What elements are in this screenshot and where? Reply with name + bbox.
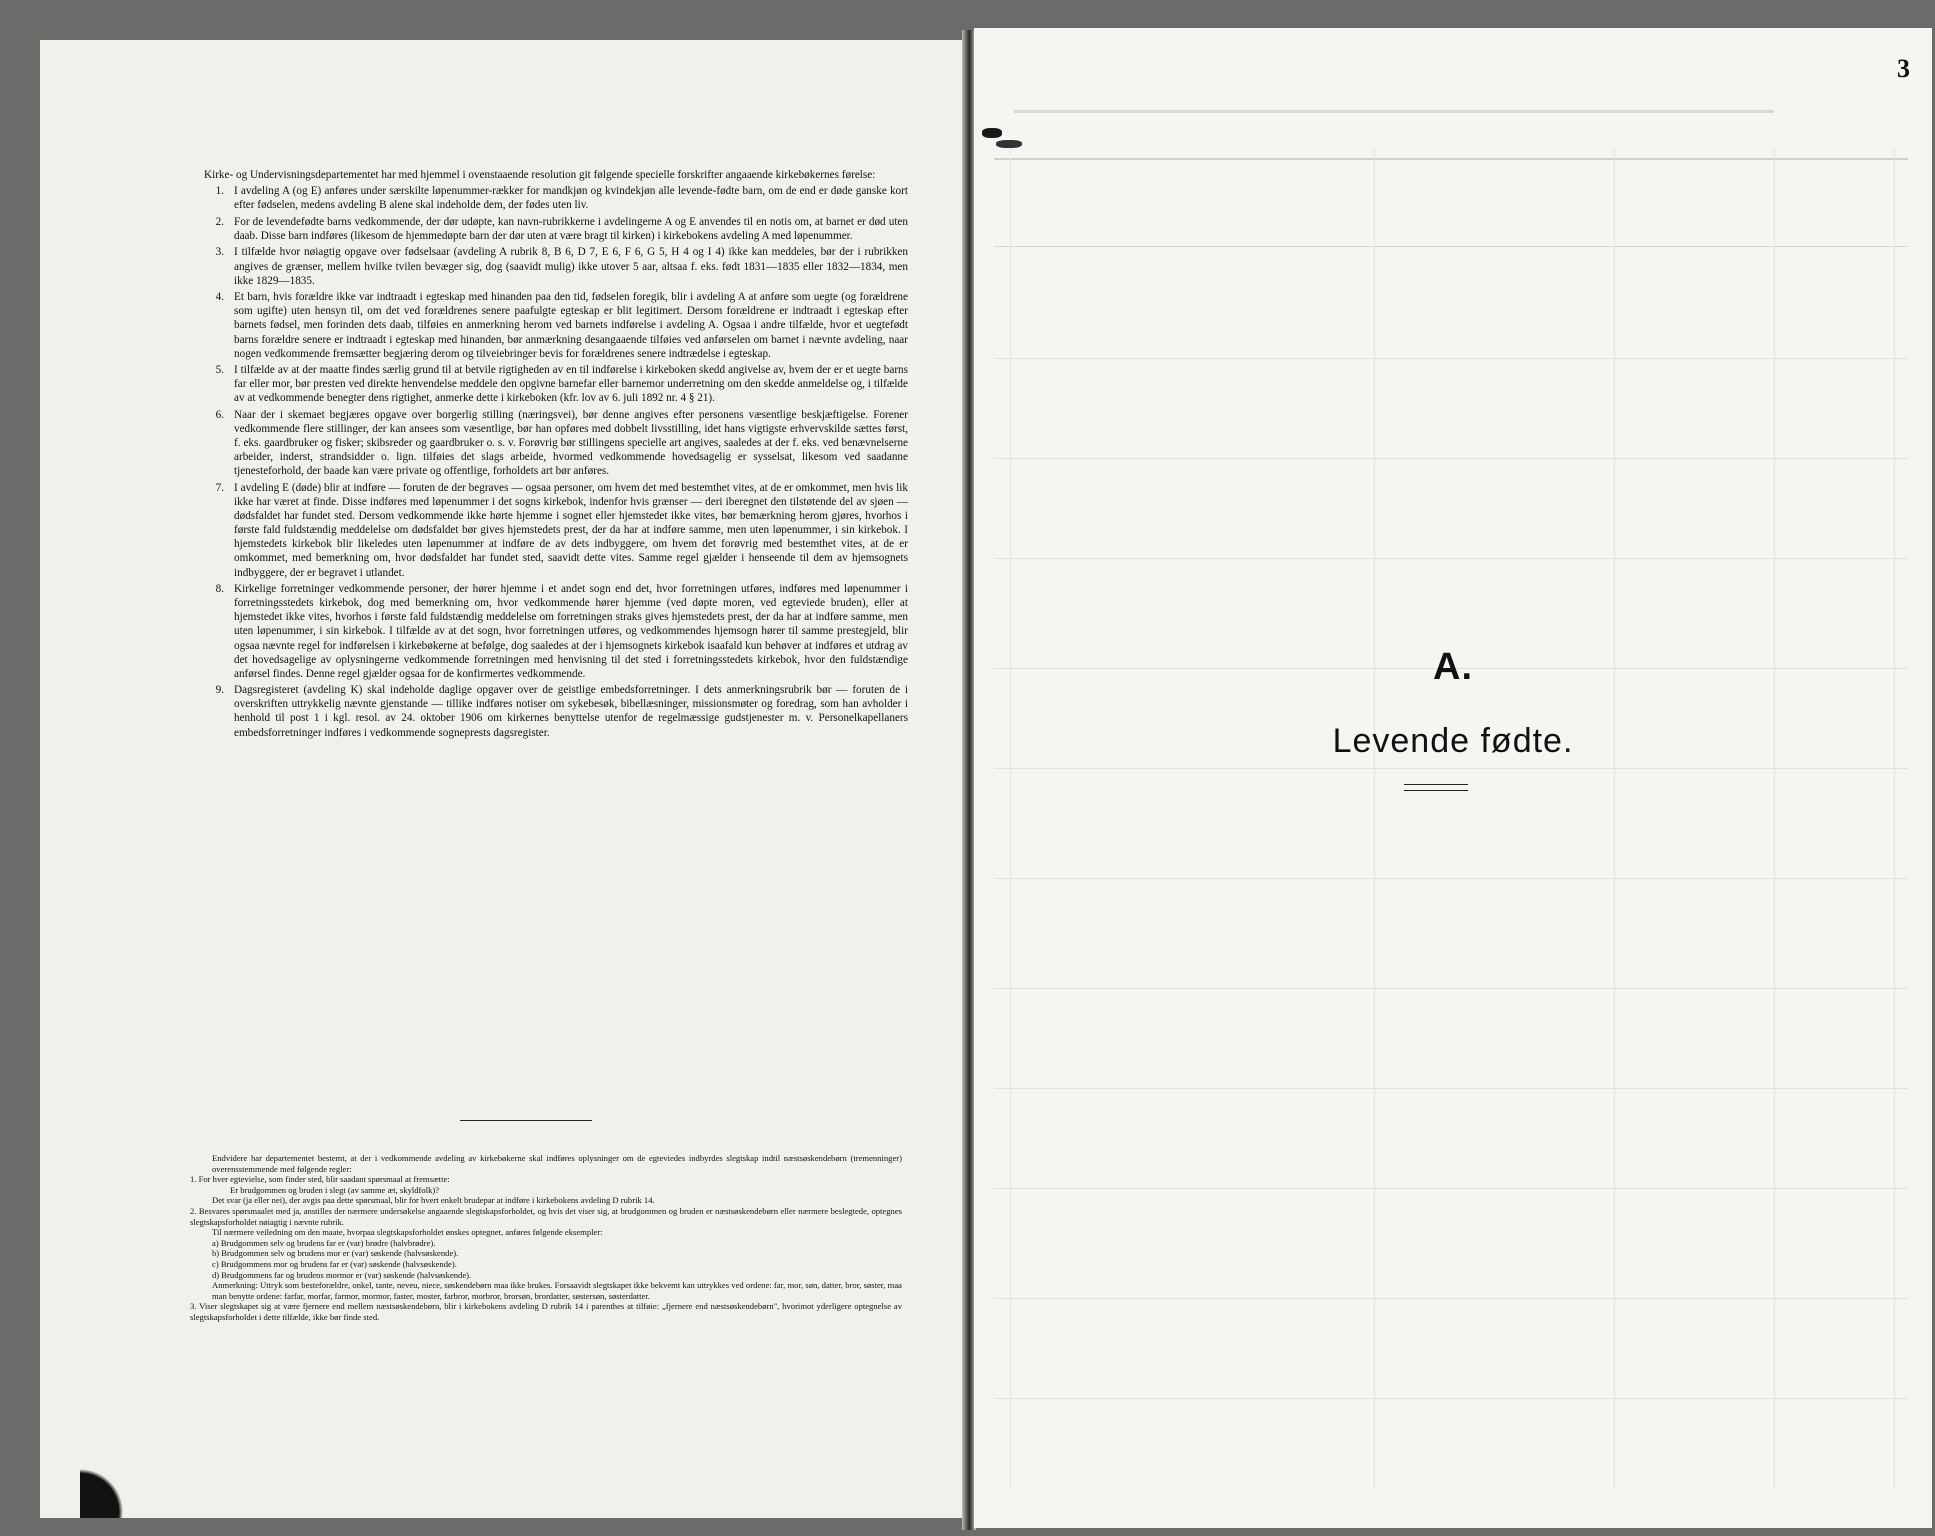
faint-column-line (1374, 148, 1375, 1488)
faint-column-line (1614, 148, 1615, 1488)
section-letter: A. (1433, 646, 1473, 688)
faint-row-line (994, 358, 1908, 359)
kinship-paragraph: Anmerkning: Uttryk som besteforældre, onkel, tante, neveu, niece, søskendebørn maa ikke brukes. Forsaavidt slegtskapet ikke bekvemt kan uttrykkes ved ordene: far, mor, søn, datter, bror, søster, maa man benytte ordene: farfar, morfar, farmor, mormor, faster, moster, farbror, morbror, brorsøn, brordatter, søstersøn, søsterdatter. (212, 1280, 902, 1301)
rule-number: 5. (215, 364, 224, 377)
rule-number: 8. (215, 583, 224, 596)
faint-row-line (994, 458, 1908, 459)
page-corner-shadow (80, 1440, 160, 1518)
faint-column-line (1774, 148, 1775, 1488)
kinship-paragraph: Til nærmere veiledning om den maate, hvorpaa slegtskapsforholdet ønskes optegnet, anføres følgende eksempler: (212, 1227, 603, 1238)
kinship-paragraph: d) Brudgommens far og brudens mormor er (var) søskende (halvsøskende). (212, 1269, 472, 1280)
faint-row-line (994, 768, 1908, 769)
rule-item (190, 683, 908, 739)
faint-row-line (994, 878, 1908, 879)
right-page (974, 28, 1932, 1528)
rule-text: Et barn, hvis forældre ikke var indtraadt i egteskap med hinanden paa den tid, fødselen foregik, blir i avdeling A at anføre som uegte (og forældrene som ugifte) uten hensyn til, om det ved forældrenes senere paafulgte egteskap er blit legitimert. Dersom forældrene er indtraadt i egteskap efter barnets fødsel, men forinden dets daab, tilføies en anmerkning herom ved barnets indførelse i avdeling A. Ogsaa i andre tilfælde, hvor et uegtefødt barns forældre senere er indtraadt i egteskap med hinanden, bør anmærkning desangaaende tilføies ved anførselen om barnet i nævnte avdeling, naar nogen vedkommende fremsætter begjæring derom og tilveiebringer bevis for forældrenes senere indtrædelse i egteskap. (234, 291, 908, 360)
rule-number: 7. (215, 481, 224, 494)
kinship-paragraph: Endvidere har departementet bestemt, at der i vedkommende avdeling av kirkebøkerne skal indføres oplysninger om de egteviedes indbyrdes slegtskap indtil næstsøskendebørn (tremenninger) overensstemmende med følgende regler: (212, 1153, 902, 1174)
rule-number: 2. (215, 215, 224, 228)
rule-number: 4. (215, 291, 224, 304)
rule-item (190, 408, 908, 478)
rule-item (190, 582, 908, 681)
kinship-paragraph: 3. Viser slegtskapet sig at være fjernere end mellem næstsøskendebørn, blir i kirkebokens avdeling D rubrik 14 i parenthes at tilføie: „fjernere end næstsøskendebørn", hvorimot yderligere optegnelse av slegtskapsforholdet i dette tilfælde, ikke bør finde sted. (190, 1301, 902, 1322)
intro-paragraph: Kirke- og Undervisningsdepartementet har med hjemmel i ovenstaaende resolution git følgende specielle forskrifter angaaende kirkebøkernes førelse: (204, 169, 876, 181)
rule-number: 3. (215, 246, 224, 259)
faint-row-line (994, 1088, 1908, 1089)
rule-item (190, 215, 908, 243)
faint-row-line (994, 558, 1908, 559)
kinship-paragraph: c) Brudgommens mor og brudens far er (var) søskende (halvsøskende). (212, 1258, 457, 1269)
rule-text: I tilfælde av at der maatte findes særlig grund til at betvile rigtigheden av en til indførelse i kirkeboken skedd angivelse av, hvem der er et uegte barns far eller mor, bør presten ved direkte henvendelse meddele den opgivne barnefar eller barnemor underretning om den skedde anmeldelse og, i tilfælde av at vedkommende benegter dens rigtighet, anmerke dette i kirkeboken (kfr. lov av 6. juli 1892 nr. 4 § 21). (234, 364, 908, 405)
rule-item (190, 184, 908, 212)
faint-header-rule (1014, 110, 1774, 113)
kinship-paragraph: Det svar (ja eller nei), der avgis paa dette spørsmaal, blir for hvert enkelt brudepar at indføre i kirkebokens avdeling D rubrik 14. (212, 1195, 655, 1206)
rule-number: 1. (215, 185, 224, 198)
rule-text: Dagsregisteret (avdeling K) skal indeholde daglige opgaver over de geistlige embedsforretninger. I dets anmerkningsrubrik bør — foruten de i overskriften uttrykkelig nævnte gjenstande — tillike indføres notiser om sykebesøk, bibellæsninger, missionsmøter og foredrag, som han avholder i henhold til post 1 i kgl. resol. av 24. oktober 1906 om kirkernes benyttelse utenfor de regelmæssige gudstjenester m. v. Personelkapellaners embedsforretninger indføres i vedkommende sogneprests dagsregister. (234, 684, 908, 739)
rule-text: For de levendefødte barns vedkommende, der dør udøpte, kan navn-rubrikkerne i avdelingerne A og E anvendes til en notis om, at barnet er død uten daab. Disse barn indføres (likesom de hjemmedøpte barn der dør uten at være bragt til kirken) i kirkebokens avdeling A med løpenummer. (234, 215, 908, 242)
section-divider (460, 1120, 592, 1121)
rule-text: Naar der i skemaet begjæres opgave over borgerlig stilling (næringsvei), bør denne angives efter personens væsentlige beskjæftigelse. Forener vedkommende flere stillinger, der kan ansees som væsentlige, bør han opføres med dobbelt livsstilling, idet hans vigtigste erhvervskilde sættes først, f. eks. gaardbruker og fisker; skibsreder og gaardbruker o. s. v. Forøvrig bør stillingens specielle art angives, saaledes at der f. eks. ved benævnelserne arbeider, inderst, strandsidder o. lign. tilføies det slags arbeide, hvormed vedkommende hovedsagelig er sysselsat, likesom ved saadanne tjenesteforhold, der baade kan være private og offentlige, forholdets art bør anføres. (234, 409, 908, 478)
faint-table-header (994, 158, 1908, 247)
faint-row-line (994, 1188, 1908, 1189)
rule-text: I avdeling E (døde) blir at indføre — foruten de der begraves — ogsaa personer, om hvem det med bestemthet vites, at de er omkommet, men hvis lik ikke har været at finde. Disse indføres med løpenummer i det sogns kirkebok, indenfor hvis grænser — deri iberegnet den tilstøtende del av sjøen — dødsfaldet har fundet sted. Dersom vedkommende ikke hørte hjemme i sognet eller hjemstedet ikke vites, bør bemærkning herom gjøres, hvorhos i første fald fuldstændig meddelelse om dødsfaldet bør gives hjemstedets prest, der da har at indføre samme, men uten løpenummer, i sin kirkebok. I hjemstedets kirkebok blir likeledes uten løpenummer at indføre de av dets indbyggere, om hvem det forøvrig med bestemthet vites, at de er omkommet, med bemerkning om, hvor dødsfaldet har fundet sted, saavidt dette vites. Samme regel gjælder i henseende til dem av hjemsognets indbyggere, der er begravet i utlandet. (234, 481, 908, 579)
kinship-paragraph: Er brudgommen og bruden i slegt (av samme æt, skyldfolk)? (230, 1184, 440, 1195)
ink-blot (982, 128, 1002, 138)
rules-list (190, 184, 908, 740)
kinship-paragraph: 2. Besvares spørsmaalet med ja, anstilles der nærmere undersøkelse angaaende slegtskapsforholdet, og hvis det viser sig, at brudgommen og bruden er næstsøskendebørn eller nærmere beslegtede, optegnes slegtskapsforholdet nøiagtig i nævnte rubrik. (190, 1205, 902, 1227)
rule-item (190, 363, 908, 405)
kinship-paragraph: 1. For hver egtevielse, som finder sted, blir saadant spørsmaal at fremsætte: (190, 1174, 450, 1185)
faint-column-line (1010, 148, 1011, 1488)
section-title: Levende fødte. (1332, 722, 1574, 760)
kinship-paragraph: a) Brudgommen selv og brudens far er (var) brødre (halvbrødre). (212, 1237, 436, 1248)
ink-blot (996, 140, 1022, 148)
kinship-rules (190, 1153, 902, 1323)
page-number: 3 (1897, 54, 1910, 83)
title-double-rule (1404, 784, 1468, 791)
rule-item (190, 290, 908, 360)
left-page (40, 40, 972, 1518)
regulations-text (190, 168, 908, 742)
rule-number: 6. (215, 409, 224, 421)
rule-text: I avdeling A (og E) anføres under særskilte løpenummer-rækker for mandkjøn og kvindekjøn alle levende-fødte barn, om de end er døde ganske kort efter fødselen, medens avdeling B alene skal indeholde dem, der fødes uten liv. (234, 185, 908, 212)
faint-row-line (994, 1298, 1908, 1299)
faint-row-line (994, 988, 1908, 989)
rule-text: Kirkelige forretninger vedkommende personer, der hører hjemme i et andet sogn end det, hvor forretningen utføres, indføres med løpenummer i forretningsstedets kirkebok, dog med bemerkning om, hvor vedkommende hører hjemme (ved døpte moren, ved egteviede bruden), eller at hjemstedet ikke vites, hvorhos i første fald fuldstændig meddelelse om forretningen straks gives hjemstedets prest, der da har at indføre samme, men uten løpenummer, i sin kirkebok. I tilfælde av at det sogn, hvor forretningen utføres, og vedkommendes hjemsogn hører til samme prestegjeld, blir ogsaa nævnte regel for indførelsen i kirkebøkerne at befølge, dog saaledes at der i hjemsognets kirkebok isaafald kun behøver at indføres et utdrag av det hovedsagelige av oplysningerne vedkommende forretningen med henvisning til det sted i forretningsstedets kirkebok, hvor den fuldstændige anførsel findes. Denne regel gjælder ogsaa for de konfirmertes vedkommende. (234, 583, 908, 680)
rule-item (190, 481, 908, 580)
faint-column-line (1894, 148, 1895, 1488)
rule-item (190, 245, 908, 287)
rule-text: I tilfælde hvor nøiagtig opgave over fødselsaar (avdeling A rubrik 8, B 6, D 7, E 6, F 6, G 5, H 4 og I 4) ikke kan meddeles, bør der i rubrikken angives de grænser, mellem hvilke tvilen bevæger sig, dog (saavidt mulig) ikke utover 5 aar, altsaa f. eks. født 1831—1835 eller 1832—1834, men ikke 1829—1835. (234, 246, 908, 287)
rule-number: 9. (215, 684, 224, 697)
faint-row-line (994, 1398, 1908, 1399)
kinship-paragraph: b) Brudgommen selv og brudens mor er (var) søskende (halvsøskende). (212, 1248, 459, 1259)
